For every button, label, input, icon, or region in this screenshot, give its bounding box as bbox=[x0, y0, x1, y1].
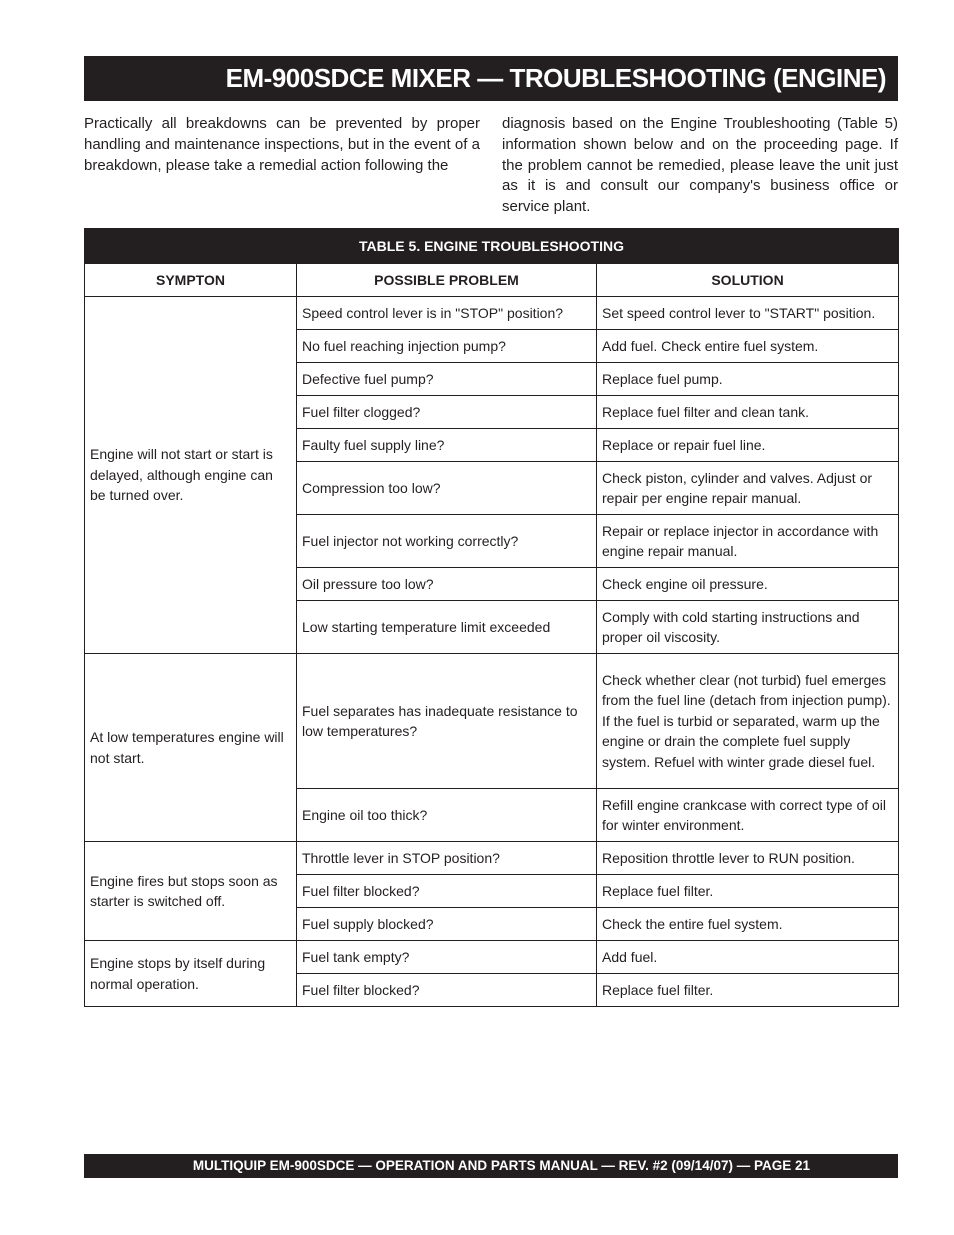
problem-cell: Low starting temperature limit exceeded bbox=[297, 601, 597, 654]
problem-cell: Speed control lever is in "STOP" position? bbox=[297, 297, 597, 330]
problem-cell: Engine oil too thick? bbox=[297, 789, 597, 842]
solution-cell: Add fuel. Check entire fuel system. bbox=[597, 330, 899, 363]
column-header-possible-problem: POSSIBLE PROBLEM bbox=[297, 264, 597, 297]
problem-cell: Fuel filter clogged? bbox=[297, 396, 597, 429]
problem-cell: Fuel supply blocked? bbox=[297, 908, 597, 941]
solution-cell: Replace or repair fuel line. bbox=[597, 429, 899, 462]
solution-cell: Comply with cold starting instructions and proper oil viscosity. bbox=[597, 601, 899, 654]
problem-cell: Oil pressure too low? bbox=[297, 568, 597, 601]
symptom-cell: Engine fires but stops soon as starter is switched off. bbox=[85, 842, 297, 941]
problem-cell: Fuel filter blocked? bbox=[297, 875, 597, 908]
problem-cell: Fuel separates has inadequate resistance to low temperatures? bbox=[297, 654, 597, 789]
problem-cell: Fuel filter blocked? bbox=[297, 974, 597, 1007]
solution-cell: Check whether clear (not turbid) fuel emerges from the fuel line (detach from injection pump). If the fuel is turbid or separated, warm up the engine or drain the complete fuel supply system. Refuel with winter grade diesel fuel. bbox=[597, 654, 899, 789]
symptom-cell: At low temperatures engine will not start. bbox=[85, 654, 297, 842]
problem-cell: Faulty fuel supply line? bbox=[297, 429, 597, 462]
solution-cell: Set speed control lever to "START" position. bbox=[597, 297, 899, 330]
table-row bbox=[85, 941, 899, 974]
problem-cell: Defective fuel pump? bbox=[297, 363, 597, 396]
solution-cell: Check the entire fuel system. bbox=[597, 908, 899, 941]
problem-cell: Compression too low? bbox=[297, 462, 597, 515]
column-header-solution: SOLUTION bbox=[597, 264, 899, 297]
solution-cell: Refill engine crankcase with correct type of oil for winter environment. bbox=[597, 789, 899, 842]
problem-cell: Fuel tank empty? bbox=[297, 941, 597, 974]
table-row bbox=[85, 654, 899, 789]
solution-cell: Replace fuel filter. bbox=[597, 974, 899, 1007]
solution-cell: Replace fuel filter and clean tank. bbox=[597, 396, 899, 429]
solution-cell: Replace fuel pump. bbox=[597, 363, 899, 396]
problem-cell: Throttle lever in STOP position? bbox=[297, 842, 597, 875]
symptom-cell: Engine will not start or start is delayed, although engine can be turned over. bbox=[85, 297, 297, 654]
page-footer: MULTIQUIP EM-900SDCE — OPERATION AND PARTS MANUAL — REV. #2 (09/14/07) — PAGE 21 bbox=[84, 1154, 898, 1178]
table-row bbox=[85, 842, 899, 875]
solution-cell: Check engine oil pressure. bbox=[597, 568, 899, 601]
page-title: EM-900SDCE MIXER — TROUBLESHOOTING (ENGINE) bbox=[84, 56, 898, 101]
problem-cell: No fuel reaching injection pump? bbox=[297, 330, 597, 363]
solution-cell: Check piston, cylinder and valves. Adjust or repair per engine repair manual. bbox=[597, 462, 899, 515]
table-caption: TABLE 5. ENGINE TROUBLESHOOTING bbox=[85, 229, 899, 264]
solution-cell: Reposition throttle lever to RUN position. bbox=[597, 842, 899, 875]
intro-paragraph-left: Practically all breakdowns can be prevented by proper handling and maintenance inspections, but in the event of a breakdown, please take a remedial action following the bbox=[84, 115, 480, 174]
column-header-symptom: SYMPTON bbox=[85, 264, 297, 297]
symptom-cell: Engine stops by itself during normal operation. bbox=[85, 941, 297, 1007]
solution-cell: Repair or replace injector in accordance with engine repair manual. bbox=[597, 515, 899, 568]
solution-cell: Replace fuel filter. bbox=[597, 875, 899, 908]
problem-cell: Fuel injector not working correctly? bbox=[297, 515, 597, 568]
intro-paragraph-right: diagnosis based on the Engine Troubleshooting (Table 5) information shown below and on the proceeding page. If the problem cannot be remedied, please leave the unit just as it is and consult our company's business office or service plant. bbox=[502, 115, 898, 216]
troubleshooting-table bbox=[84, 228, 899, 1007]
table-row bbox=[85, 297, 899, 330]
solution-cell: Add fuel. bbox=[597, 941, 899, 974]
